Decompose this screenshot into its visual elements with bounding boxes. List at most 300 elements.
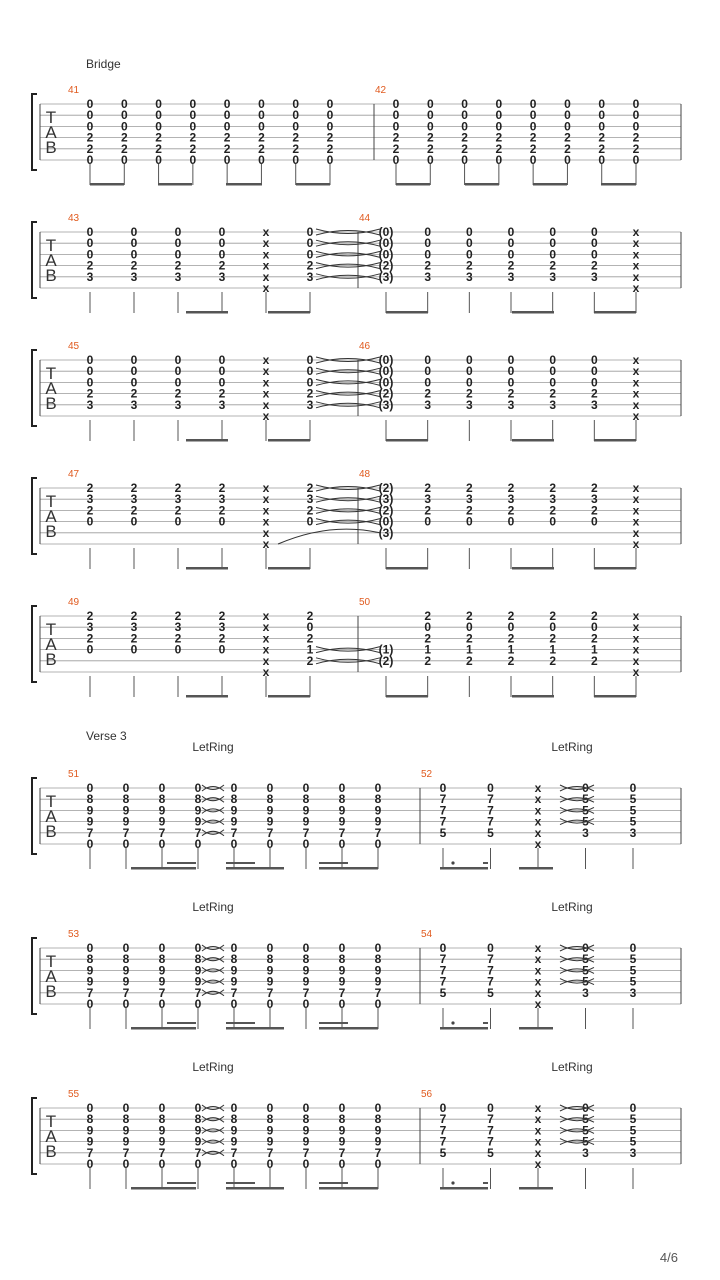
fret-number: (0) (378, 236, 394, 251)
system-6-tab-clef-t: T (45, 792, 57, 811)
fret-number: 7 (230, 1145, 238, 1160)
fret-number: 5 (629, 974, 637, 989)
fret-number: 0 (424, 225, 432, 239)
sub-beam (226, 1022, 255, 1024)
fret-number: 9 (194, 814, 202, 829)
fret-number: 2 (218, 386, 226, 401)
fret-number: 3 (130, 269, 138, 284)
fret-number: x (534, 792, 542, 807)
fret-number: 9 (122, 1123, 130, 1138)
fret-number: 9 (158, 1134, 166, 1149)
beam (512, 311, 554, 314)
fret-number: 9 (194, 1123, 202, 1138)
fret-number: 7 (338, 1145, 346, 1160)
fret-number: 0 (598, 108, 606, 123)
system-1-bracket (32, 94, 37, 170)
beam (131, 1187, 196, 1190)
fret-number: 8 (374, 1112, 382, 1127)
fret-number: 0 (122, 1101, 130, 1115)
fret-number: 7 (487, 814, 494, 829)
fret-number: 0 (590, 225, 598, 239)
fret-number: 0 (86, 119, 94, 134)
beam (186, 439, 228, 442)
fret-number: 0 (392, 153, 400, 167)
fret-number: 7 (302, 985, 310, 1000)
fret-number: 2 (549, 631, 557, 646)
fret-number: (0) (378, 375, 394, 390)
fret-number: 0 (461, 108, 468, 123)
fret-number: 2 (130, 609, 138, 623)
fret-number: 2 (465, 631, 473, 646)
fret-number: 0 (338, 997, 346, 1011)
fret-number: 0 (302, 1101, 310, 1115)
fret-number: 8 (230, 792, 238, 807)
fret-number: 2 (590, 609, 598, 623)
fret-number: 0 (374, 1101, 382, 1115)
fret-number: 0 (392, 108, 400, 123)
fret-number: 7 (86, 825, 94, 840)
fret-number: 0 (487, 1101, 494, 1115)
fret-number: 2 (258, 141, 265, 156)
fret-number: 7 (122, 825, 130, 840)
beam (386, 567, 428, 570)
fret-number: 3 (306, 269, 314, 284)
fret-number: 9 (122, 803, 130, 818)
fret-number: 0 (86, 108, 94, 123)
beam (186, 567, 228, 570)
fret-number: 0 (86, 247, 94, 262)
fret-number: (2) (378, 386, 394, 401)
fret-number: 2 (174, 503, 182, 518)
fret-number: 0 (590, 514, 598, 529)
fret-number: 7 (487, 792, 494, 807)
fret-number: 0 (424, 375, 432, 390)
fret-number: 0 (292, 97, 300, 111)
fret-number: 3 (465, 397, 473, 412)
beam (319, 1027, 378, 1030)
measure-number-53: 53 (68, 929, 80, 940)
fret-number: 2 (174, 481, 182, 495)
fret-number: (3) (378, 397, 394, 412)
fret-number: 0 (266, 781, 274, 795)
beam (386, 311, 428, 314)
fret-number: 0 (549, 225, 557, 239)
fret-number: 0 (495, 97, 503, 111)
fret-number: x (534, 1145, 542, 1160)
fret-number: 7 (266, 1145, 274, 1160)
let-ring-marker: LetRing (551, 740, 593, 754)
fret-number: 9 (230, 814, 238, 829)
fret-number: 5 (582, 1112, 589, 1127)
beam (519, 867, 553, 870)
fret-number: 0 (338, 941, 346, 955)
beam (594, 311, 636, 314)
fret-number: 7 (266, 825, 274, 840)
fret-number: 0 (302, 781, 310, 795)
fret-number: 3 (629, 1145, 637, 1160)
fret-number: 7 (338, 985, 346, 1000)
fret-number: 9 (338, 814, 346, 829)
fret-number: 0 (155, 153, 162, 167)
fret-number: x (632, 397, 640, 412)
fret-number: 9 (86, 803, 94, 818)
fret-number: 0 (86, 837, 94, 851)
fret-number: 0 (338, 837, 346, 851)
fret-number: 9 (194, 963, 202, 978)
fret-number: 0 (130, 364, 138, 379)
fret-number: (0) (378, 514, 394, 529)
fret-number: 7 (86, 1145, 94, 1160)
fret-number: 0 (230, 1101, 238, 1115)
fret-number: 0 (266, 1157, 274, 1171)
fret-number: 0 (326, 108, 334, 123)
fret-number: 0 (174, 353, 182, 367)
fret-number: 0 (158, 1101, 166, 1115)
fret-number: 0 (487, 941, 494, 955)
fret-number: 7 (439, 803, 447, 818)
fret-number: 0 (86, 941, 94, 955)
fret-number: 3 (86, 269, 94, 284)
fret-number: 9 (302, 963, 310, 978)
fret-number: (3) (378, 492, 394, 507)
fret-number: 9 (302, 814, 310, 829)
fret-number: 0 (590, 364, 598, 379)
partial-beam (483, 1182, 488, 1184)
fret-number: 0 (230, 997, 238, 1011)
fret-number: 8 (86, 952, 94, 967)
fret-number: 0 (629, 1101, 637, 1115)
system-2-tab-clef-t: T (45, 236, 57, 255)
fret-number: (3) (378, 525, 394, 540)
fret-number: x (262, 258, 270, 273)
fret-number: 9 (158, 974, 166, 989)
fret-number: 0 (218, 364, 226, 379)
system-3-tab-clef-b: B (45, 394, 57, 413)
fret-number: 3 (130, 397, 138, 412)
fret-number: 0 (439, 781, 447, 795)
sub-beam (167, 862, 196, 864)
fret-number: x (632, 236, 640, 251)
fret-number: 3 (549, 492, 557, 507)
fret-number: 8 (122, 952, 130, 967)
fret-number: 0 (258, 153, 265, 167)
fret-number: 0 (230, 941, 238, 955)
fret-number: 3 (424, 492, 432, 507)
fret-number: x (262, 514, 270, 529)
fret-number: 0 (632, 108, 640, 123)
fret-number: 2 (564, 130, 571, 145)
fret-number: 0 (424, 620, 432, 635)
fret-number: x (534, 781, 542, 795)
fret-number: 9 (86, 1134, 94, 1149)
fret-number: 0 (120, 119, 128, 134)
fret-number: 0 (130, 353, 138, 367)
fret-number: 7 (122, 1145, 130, 1160)
fret-number: 7 (487, 1112, 494, 1127)
fret-number: 2 (174, 386, 182, 401)
fret-number: 9 (374, 814, 382, 829)
fret-number: x (534, 1112, 542, 1127)
partial-beam (483, 862, 488, 864)
fret-number: 5 (582, 974, 589, 989)
fret-number: 0 (549, 364, 557, 379)
fret-number: x (262, 631, 270, 646)
fret-number: 0 (194, 1101, 202, 1115)
fret-number: 7 (302, 825, 310, 840)
fret-number: 9 (302, 803, 310, 818)
rhythm-dot (451, 1021, 454, 1024)
system-3-tab-clef-a: A (45, 379, 57, 398)
fret-number: 2 (86, 258, 94, 273)
fret-number: 0 (495, 119, 503, 134)
fret-number: 3 (465, 269, 473, 284)
fret-number: 3 (218, 397, 226, 412)
system-3-tab-clef-t: T (45, 364, 57, 383)
fret-number: 7 (439, 1112, 447, 1127)
fret-number: 3 (130, 620, 138, 635)
fret-number: 2 (590, 653, 598, 668)
fret-number: 1 (424, 642, 432, 657)
fret-number: 2 (465, 503, 473, 518)
sub-beam (319, 1022, 348, 1024)
fret-number: 1 (306, 642, 314, 657)
fret-number: 7 (487, 1123, 494, 1138)
fret-number: (0) (378, 247, 394, 262)
fret-number: 0 (461, 97, 468, 111)
fret-number: 9 (266, 974, 274, 989)
fret-number: x (534, 974, 542, 989)
fret-number: 3 (306, 397, 314, 412)
fret-number: x (632, 481, 640, 495)
measure-number-42: 42 (375, 85, 387, 96)
fret-number: 2 (155, 141, 162, 156)
fret-number: 9 (230, 1134, 238, 1149)
fret-number: 0 (564, 153, 571, 167)
fret-number: x (632, 386, 640, 401)
fret-number: 2 (461, 130, 468, 145)
fret-number: 9 (86, 974, 94, 989)
fret-number: 0 (86, 153, 94, 167)
fret-number: 9 (230, 1123, 238, 1138)
fret-number: 5 (582, 1134, 589, 1149)
section-label-verse-3: Verse 3 (86, 729, 127, 743)
fret-number: 0 (629, 941, 637, 955)
fret-number: 0 (189, 153, 197, 167)
fret-number: 2 (86, 141, 94, 156)
fret-number: 0 (306, 247, 314, 262)
fret-number: 0 (338, 1157, 346, 1171)
fret-number: x (262, 225, 270, 239)
fret-number: 9 (86, 814, 94, 829)
system-2-bracket (32, 222, 37, 298)
fret-number: 3 (507, 397, 515, 412)
fret-number: 0 (590, 375, 598, 390)
fret-number: x (534, 963, 542, 978)
fret-number: 7 (194, 985, 202, 1000)
fret-number: x (534, 814, 542, 829)
fret-number: 7 (266, 985, 274, 1000)
fret-number: 2 (306, 481, 314, 495)
fret-number: 3 (549, 269, 557, 284)
fret-number: 3 (507, 492, 515, 507)
fret-number: 9 (338, 803, 346, 818)
fret-number: 0 (174, 514, 182, 529)
fret-number: 2 (130, 386, 138, 401)
fret-number: 0 (218, 247, 226, 262)
fret-number: x (534, 985, 542, 1000)
beam (512, 695, 554, 698)
fret-number: 0 (158, 997, 166, 1011)
fret-number: 0 (292, 108, 300, 123)
fret-number: 1 (590, 642, 598, 657)
fret-number: 0 (120, 108, 128, 123)
fret-number: x (262, 503, 270, 518)
beam (594, 567, 636, 570)
measure-number-44: 44 (359, 213, 371, 224)
fret-number: 7 (439, 1123, 447, 1138)
fret-number: 0 (629, 781, 637, 795)
beam (440, 867, 488, 870)
fret-number: 9 (194, 1134, 202, 1149)
fret-number: 2 (189, 130, 197, 145)
fret-number: 0 (218, 514, 226, 529)
fret-number: 0 (529, 119, 537, 134)
fret-number: 0 (266, 837, 274, 851)
fret-number: 0 (507, 353, 515, 367)
fret-number: 5 (582, 803, 589, 818)
fret-number: 0 (130, 225, 138, 239)
fret-number: 2 (507, 653, 515, 668)
fret-number: 9 (158, 803, 166, 818)
fret-number: 9 (374, 1123, 382, 1138)
system-6-bracket (32, 778, 37, 854)
fret-number: 0 (326, 119, 334, 134)
measure-number-50: 50 (359, 597, 371, 608)
fret-number: 7 (487, 974, 494, 989)
fret-number: 0 (122, 941, 130, 955)
fret-number: (0) (378, 225, 394, 239)
fret-number: 0 (155, 119, 162, 134)
fret-number: 0 (582, 1101, 589, 1115)
fret-number: 2 (426, 130, 434, 145)
fret-number: 0 (230, 781, 238, 795)
sub-beam (226, 862, 255, 864)
measure-number-46: 46 (359, 341, 371, 352)
fret-number: 2 (130, 503, 138, 518)
fret-number: 0 (306, 620, 314, 635)
fret-number: 8 (158, 792, 166, 807)
fret-number: 0 (158, 941, 166, 955)
fret-number: 0 (302, 997, 310, 1011)
fret-number: 3 (629, 985, 637, 1000)
fret-number: 0 (564, 108, 571, 123)
fret-number: 0 (223, 97, 231, 111)
fret-number: 0 (424, 236, 432, 251)
beam (319, 867, 378, 870)
system-4-tab-clef-t: T (45, 492, 57, 511)
beam (512, 439, 554, 442)
fret-number: 8 (302, 952, 310, 967)
fret-number: 7 (439, 792, 447, 807)
fret-number: 0 (306, 375, 314, 390)
fret-number: 3 (424, 269, 432, 284)
fret-number: 9 (86, 963, 94, 978)
fret-number: 0 (218, 375, 226, 390)
fret-number: 0 (194, 941, 202, 955)
fret-number: 2 (426, 141, 434, 156)
fret-number: 2 (223, 130, 231, 145)
fret-number: 0 (465, 375, 473, 390)
fret-number: 9 (230, 803, 238, 818)
beam (158, 183, 192, 186)
fret-number: 2 (495, 130, 503, 145)
fret-number: 2 (189, 141, 197, 156)
fret-number: 9 (338, 1134, 346, 1149)
fret-number: 2 (120, 141, 128, 156)
fret-number: 2 (326, 130, 334, 145)
system-2-tab-clef-a: A (45, 251, 57, 270)
sub-beam (226, 1182, 255, 1184)
fret-number: 2 (590, 386, 598, 401)
fret-number: 0 (194, 781, 202, 795)
system-8-tab-clef-t: T (45, 1112, 57, 1131)
fret-number: 0 (529, 97, 537, 111)
fret-number: x (534, 1157, 542, 1171)
fret-number: 0 (158, 837, 166, 851)
fret-number: 8 (338, 792, 346, 807)
fret-number: 2 (507, 609, 515, 623)
fret-number: 8 (122, 1112, 130, 1127)
fret-number: 2 (465, 258, 473, 273)
fret-number: 0 (223, 153, 231, 167)
fret-number: 2 (326, 141, 334, 156)
fret-number: 0 (258, 97, 265, 111)
fret-number: 9 (122, 1134, 130, 1149)
fret-number: 0 (590, 353, 598, 367)
fret-number: 2 (130, 631, 138, 646)
fret-number: 2 (218, 503, 226, 518)
sub-beam (319, 1182, 348, 1184)
fret-number: 7 (374, 985, 382, 1000)
fret-number: 2 (590, 481, 598, 495)
fret-number: x (534, 941, 542, 955)
fret-number: 0 (155, 97, 162, 111)
fret-number: 0 (424, 353, 432, 367)
fret-number: 5 (629, 963, 637, 978)
fret-number: 0 (266, 941, 274, 955)
fret-number: 7 (86, 985, 94, 1000)
fret-number: 7 (230, 985, 238, 1000)
fret-number: 0 (194, 997, 202, 1011)
fret-number: 8 (266, 952, 274, 967)
fret-number: 0 (549, 353, 557, 367)
fret-number: 2 (461, 141, 468, 156)
fret-number: 2 (218, 258, 226, 273)
fret-number: 0 (598, 97, 606, 111)
fret-number: 0 (86, 1157, 94, 1171)
fret-number: 0 (424, 514, 432, 529)
fret-number: 9 (122, 814, 130, 829)
fret-number: 0 (189, 108, 197, 123)
fret-number: 2 (424, 386, 432, 401)
fret-number: 0 (465, 247, 473, 262)
fret-number: 9 (194, 803, 202, 818)
fret-number: 5 (582, 792, 589, 807)
fret-number: x (262, 281, 270, 295)
system-4-bracket (32, 478, 37, 554)
fret-number: 5 (629, 803, 637, 818)
fret-number: 0 (529, 108, 537, 123)
